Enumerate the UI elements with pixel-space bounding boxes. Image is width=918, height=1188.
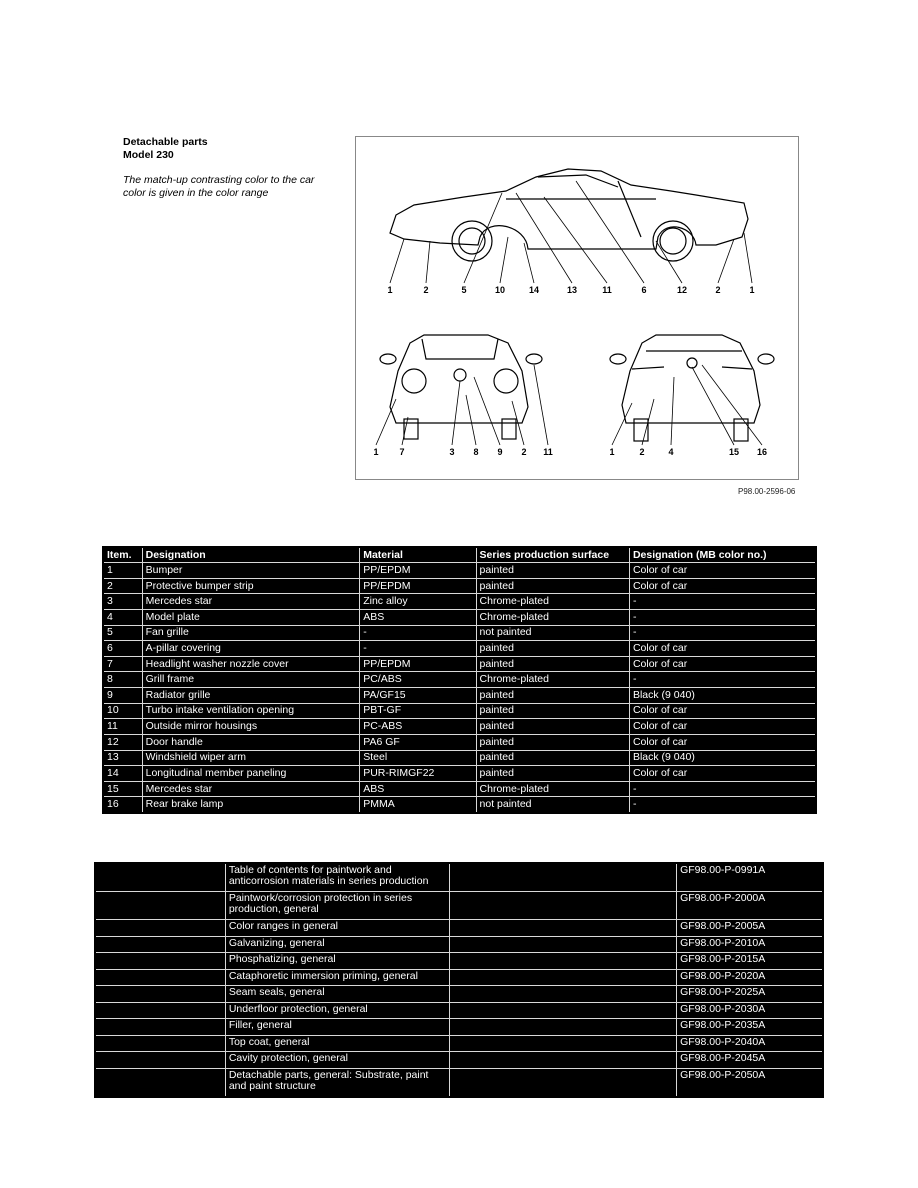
table-row (103, 672, 816, 688)
table-cell: 16 (103, 797, 142, 813)
table-cell: 3 (103, 594, 142, 610)
table-cell: painted (476, 734, 629, 750)
table-cell: PMMA (360, 797, 476, 813)
table-cell: 1 (103, 563, 142, 579)
table-cell: 5 (103, 625, 142, 641)
table-cell: Chrome-plated (476, 610, 629, 626)
table-row (95, 936, 823, 953)
table-cell: Chrome-plated (476, 672, 629, 688)
table-cell: PUR-RIMGF22 (360, 766, 476, 782)
table-row (103, 797, 816, 813)
document-link[interactable]: Table of contents for paintwork and anticorrosion materials in series production (225, 863, 450, 892)
table-cell: - (360, 641, 476, 657)
callout-label: 2 (639, 447, 645, 457)
table-cell: 15 (103, 781, 142, 797)
table-cell: PA/GF15 (360, 688, 476, 704)
document-link[interactable]: Cataphoretic immersion priming, general (225, 969, 450, 986)
callout-label: 6 (641, 285, 647, 295)
table-cell: 4 (103, 610, 142, 626)
table-cell: A-pillar covering (142, 641, 360, 657)
table-row (103, 594, 816, 610)
table-cell: PBT-GF (360, 703, 476, 719)
table-cell: Color of car (629, 719, 816, 735)
callout-label: 1 (609, 447, 615, 457)
table-cell: Model plate (142, 610, 360, 626)
document-link[interactable]: Cavity protection, general (225, 1052, 450, 1069)
caption-title: Detachable parts (123, 136, 208, 148)
table-cell: PC/ABS (360, 672, 476, 688)
table-row (95, 986, 823, 1003)
callout-label: 11 (602, 285, 612, 295)
column-header: Item. (103, 547, 142, 563)
parts-table-header (103, 547, 816, 563)
caption-model: Model 230 (123, 148, 174, 161)
table-cell: PP/EPDM (360, 563, 476, 579)
table-row (95, 863, 823, 892)
table-cell: 7 (103, 656, 142, 672)
figure-reference: P98.00-2596-06 (738, 487, 796, 496)
document-code[interactable]: GF98.00-P-2045A (677, 1052, 823, 1069)
column-header: Series production surface (476, 547, 629, 563)
table-cell: Mercedes star (142, 781, 360, 797)
parts-table (102, 546, 817, 814)
callout-label: 1 (749, 285, 755, 295)
table-cell: ABS (360, 610, 476, 626)
document-code[interactable]: GF98.00-P-2040A (677, 1035, 823, 1052)
table-cell: - (360, 625, 476, 641)
table-cell: painted (476, 641, 629, 657)
front-view-body (390, 335, 528, 423)
table-cell: - (629, 610, 816, 626)
table-cell: painted (476, 750, 629, 766)
table-cell: Turbo intake ventilation opening (142, 703, 360, 719)
document-link[interactable]: Underfloor protection, general (225, 1002, 450, 1019)
document-code[interactable]: GF98.00-P-2000A (677, 892, 823, 920)
document-code[interactable]: GF98.00-P-2020A (677, 969, 823, 986)
callout-label: 16 (756, 447, 768, 457)
callout-label: 1 (387, 285, 393, 295)
callout-label: 1 (373, 447, 379, 457)
table-row (95, 969, 823, 986)
table-cell: painted (476, 656, 629, 672)
table-cell: - (629, 797, 816, 813)
callout-label: 9 (497, 447, 503, 457)
table-row (95, 1052, 823, 1069)
callout-label: 12 (676, 285, 688, 295)
table-cell: painted (476, 688, 629, 704)
front-wheel-icon (452, 221, 492, 261)
table-cell: PP/EPDM (360, 656, 476, 672)
table-cell: Color of car (629, 703, 816, 719)
callout-label: 11 (543, 447, 553, 457)
table-row (103, 610, 816, 626)
car-diagram (355, 136, 799, 480)
table-cell: Zinc alloy (360, 594, 476, 610)
table-row (103, 750, 816, 766)
callout-label: 10 (494, 285, 506, 295)
table-cell: ABS (360, 781, 476, 797)
table-row (103, 563, 816, 579)
table-cell: Steel (360, 750, 476, 766)
callout-label: 13 (566, 285, 578, 295)
table-cell: painted (476, 578, 629, 594)
table-row (103, 703, 816, 719)
table-row (95, 1035, 823, 1052)
table-cell: 9 (103, 688, 142, 704)
table-row (95, 892, 823, 920)
table-row (103, 688, 816, 704)
table-cell: Door handle (142, 734, 360, 750)
document-link[interactable]: Filler, general (225, 1019, 450, 1036)
table-cell: Bumper (142, 563, 360, 579)
table-cell: 11 (103, 719, 142, 735)
reference-table (94, 862, 824, 1098)
table-cell: Radiator grille (142, 688, 360, 704)
table-cell: Rear brake lamp (142, 797, 360, 813)
front-star-icon (454, 369, 466, 381)
table-row (103, 578, 816, 594)
table-row (103, 781, 816, 797)
table-row (95, 920, 823, 937)
table-cell: painted (476, 719, 629, 735)
table-cell: Chrome-plated (476, 781, 629, 797)
table-row (103, 625, 816, 641)
table-row (95, 1002, 823, 1019)
table-cell: Longitudinal member paneling (142, 766, 360, 782)
rear-view-body (622, 335, 760, 423)
table-cell: not painted (476, 625, 629, 641)
rear-star-icon (687, 358, 697, 368)
document-link[interactable]: Color ranges in general (225, 920, 450, 937)
document-code[interactable]: GF98.00-P-2010A (677, 936, 823, 953)
table-cell: Grill frame (142, 672, 360, 688)
table-row (95, 1069, 823, 1098)
callout-label: 15 (728, 447, 740, 457)
table-cell: PC-ABS (360, 719, 476, 735)
table-row (103, 766, 816, 782)
document-code[interactable]: GF98.00-P-2030A (677, 1002, 823, 1019)
table-cell: Color of car (629, 578, 816, 594)
callout-label: 8 (473, 447, 479, 457)
table-cell: Protective bumper strip (142, 578, 360, 594)
table-cell: Mercedes star (142, 594, 360, 610)
figure-caption (123, 136, 343, 199)
document-code[interactable]: GF98.00-P-2005A (677, 920, 823, 937)
column-header: Designation (142, 547, 360, 563)
table-cell: Headlight washer nozzle cover (142, 656, 360, 672)
table-cell: Black (9 040) (629, 750, 816, 766)
table-cell: painted (476, 563, 629, 579)
side-view-body (390, 169, 748, 249)
table-cell: painted (476, 703, 629, 719)
table-cell: 10 (103, 703, 142, 719)
table-cell: Color of car (629, 563, 816, 579)
callout-label: 2 (715, 285, 721, 295)
table-cell: painted (476, 766, 629, 782)
document-code[interactable]: GF98.00-P-2015A (677, 953, 823, 970)
document-link[interactable]: Seam seals, general (225, 986, 450, 1003)
table-row (95, 953, 823, 970)
car-diagram-drawing (356, 137, 798, 479)
table-cell: - (629, 594, 816, 610)
table-cell: - (629, 781, 816, 797)
table-cell: 6 (103, 641, 142, 657)
document-link[interactable]: Paintwork/corrosion protection in series production, general (225, 892, 450, 920)
table-cell: - (629, 672, 816, 688)
document-code[interactable]: GF98.00-P-2025A (677, 986, 823, 1003)
table-row (103, 641, 816, 657)
callout-label: 2 (521, 447, 527, 457)
callout-label: 5 (461, 285, 467, 295)
document-link[interactable]: Detachable parts, general: Substrate, paint and paint structure (225, 1069, 450, 1098)
table-cell: 14 (103, 766, 142, 782)
table-cell: Color of car (629, 656, 816, 672)
column-header: Designation (MB color no.) (629, 547, 816, 563)
table-cell: - (629, 625, 816, 641)
caption-note: The match-up contrasting color to the car color is given in the color range (123, 174, 315, 199)
document-link[interactable]: Galvanizing, general (225, 936, 450, 953)
callout-label: 7 (399, 447, 405, 457)
callout-label: 14 (528, 285, 540, 295)
document-code[interactable]: GF98.00-P-2035A (677, 1019, 823, 1036)
document-link[interactable]: Top coat, general (225, 1035, 450, 1052)
callout-label: 2 (423, 285, 429, 295)
table-row (103, 719, 816, 735)
table-cell: Fan grille (142, 625, 360, 641)
table-cell: Chrome-plated (476, 594, 629, 610)
table-cell: Black (9 040) (629, 688, 816, 704)
table-cell: Color of car (629, 734, 816, 750)
document-code[interactable]: GF98.00-P-0991A (677, 863, 823, 892)
document-link[interactable]: Phosphatizing, general (225, 953, 450, 970)
column-header: Material (360, 547, 476, 563)
table-row (103, 734, 816, 750)
table-cell: Outside mirror housings (142, 719, 360, 735)
table-cell: not painted (476, 797, 629, 813)
table-cell: 8 (103, 672, 142, 688)
table-cell: 13 (103, 750, 142, 766)
table-row (103, 656, 816, 672)
table-cell: Windshield wiper arm (142, 750, 360, 766)
callout-label: 3 (449, 447, 455, 457)
table-row (95, 1019, 823, 1036)
table-cell: PP/EPDM (360, 578, 476, 594)
document-code[interactable]: GF98.00-P-2050A (677, 1069, 823, 1098)
table-cell: Color of car (629, 766, 816, 782)
callout-label: 4 (668, 447, 674, 457)
table-cell: PA6 GF (360, 734, 476, 750)
table-cell: 2 (103, 578, 142, 594)
table-cell: Color of car (629, 641, 816, 657)
table-cell: 12 (103, 734, 142, 750)
